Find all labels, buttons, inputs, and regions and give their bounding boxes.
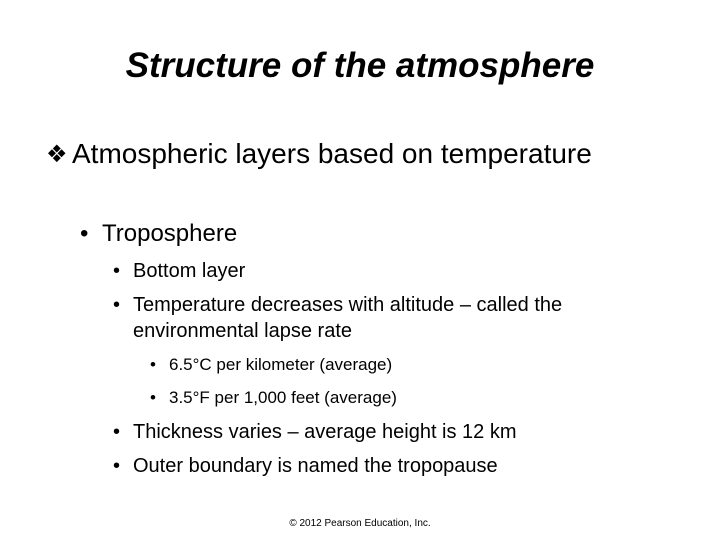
bullet-level3-item — [113, 292, 653, 344]
bullet-level2-text: Troposphere — [102, 220, 238, 247]
bullet-dot-icon: • — [113, 294, 121, 316]
bullet-level3-item — [113, 258, 673, 284]
bullet-level4-item — [150, 354, 670, 376]
bullet-dot-icon: • — [150, 355, 156, 374]
diamond-bullet-icon: ❖ — [46, 140, 68, 168]
bullet-dot-icon: • — [80, 220, 89, 247]
bullet-level3-item — [113, 419, 673, 445]
bullet-level1-text: Atmospheric layers based on temperature — [72, 138, 592, 169]
slide-title: Structure of the atmosphere — [125, 46, 595, 85]
bullet-level1 — [46, 136, 606, 172]
bullet-dot-icon: • — [113, 260, 121, 282]
bullet-level4-text: 3.5°F per 1,000 feet (average) — [169, 388, 397, 407]
bullet-level2 — [80, 218, 237, 250]
copyright-footer: © 2012 Pearson Education, Inc. — [289, 518, 431, 529]
bullet-level3-text: Thickness varies – average height is 12 km — [133, 421, 517, 443]
bullet-level3-text: Bottom layer — [133, 260, 246, 282]
bullet-level3-item — [113, 453, 673, 479]
bullet-dot-icon: • — [150, 388, 156, 407]
bullet-level4-text: 6.5°C per kilometer (average) — [169, 355, 393, 374]
bullet-level3-text: Temperature decreases with altitude – called the environmental lapse rate — [133, 294, 563, 342]
bullet-dot-icon: • — [113, 421, 121, 443]
bullet-dot-icon: • — [113, 455, 121, 477]
bullet-level3-text: Outer boundary is named the tropopause — [133, 455, 498, 477]
bullet-level4-item — [150, 387, 670, 409]
